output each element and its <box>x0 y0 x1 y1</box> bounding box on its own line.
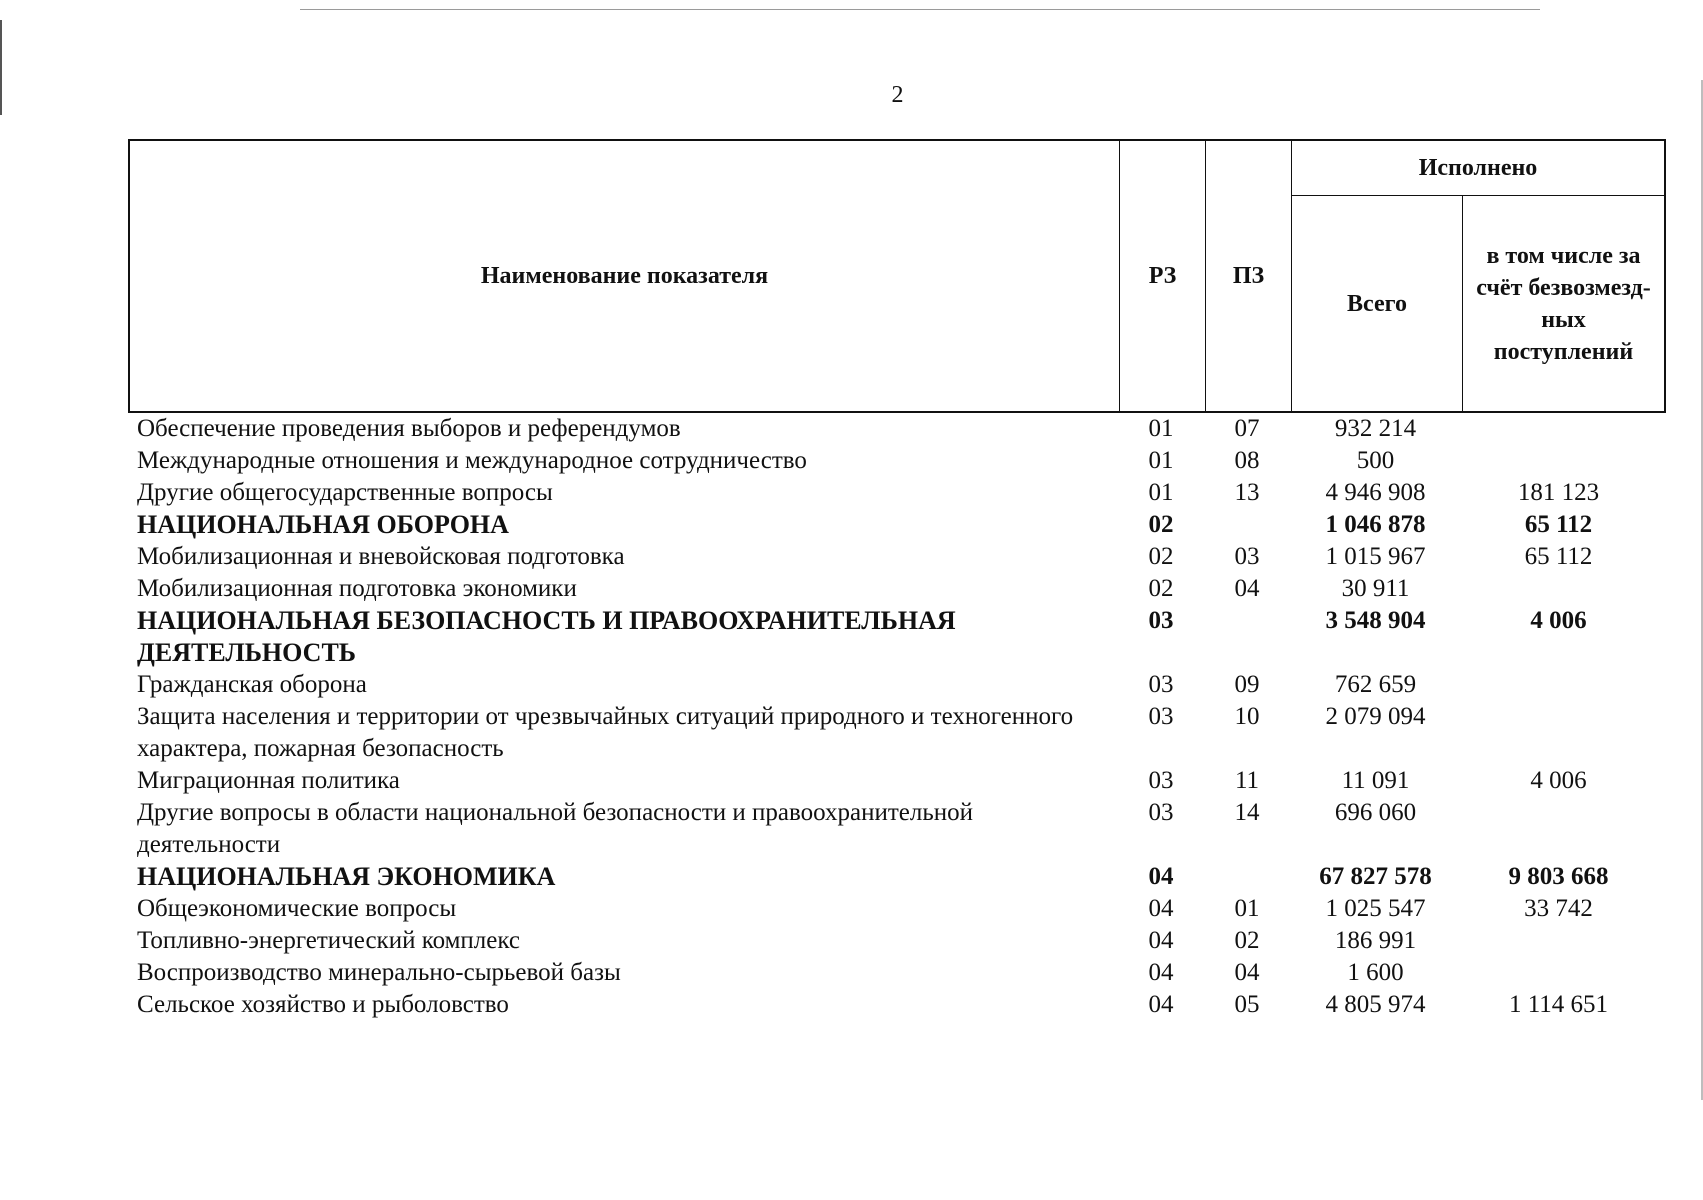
page-number: 2 <box>891 82 904 108</box>
table-row <box>128 765 1666 797</box>
row-pz: 03 <box>1234 543 1260 570</box>
table-row <box>128 541 1666 573</box>
row-rz: 03 <box>1148 767 1174 794</box>
row-pz: 07 <box>1234 415 1260 442</box>
row-pz: 10 <box>1234 703 1260 730</box>
row-pz: 11 <box>1234 767 1260 794</box>
row-total: 762 659 <box>1334 671 1417 698</box>
row-pz: 04 <box>1234 575 1260 602</box>
row-total: 1 015 967 <box>1325 543 1426 570</box>
row-total: 932 214 <box>1334 415 1417 442</box>
section-row <box>128 861 1666 893</box>
row-name: Обеспечение проведения выборов и референдумов <box>137 415 681 442</box>
row-total: 2 079 094 <box>1325 703 1426 730</box>
row-name: НАЦИОНАЛЬНАЯ ЭКОНОМИКА <box>137 862 556 891</box>
row-rz: 02 <box>1148 543 1174 570</box>
row-pz: 04 <box>1234 959 1260 986</box>
row-total: 30 911 <box>1341 575 1410 602</box>
row-name: Топливно-энергетический комплекс <box>137 927 520 954</box>
row-total: 11 091 <box>1341 767 1410 794</box>
row-name: Гражданская оборона <box>137 671 367 698</box>
table-row <box>128 477 1666 509</box>
table-row <box>128 701 1666 765</box>
row-total: 67 827 578 <box>1319 863 1432 890</box>
row-free <box>1461 701 1656 765</box>
row-name: НАЦИОНАЛЬНАЯ ОБОРОНА <box>137 510 509 539</box>
row-free <box>1461 413 1656 445</box>
row-rz: 04 <box>1148 927 1174 954</box>
row-name: Общеэкономические вопросы <box>137 895 457 922</box>
row-free <box>1461 797 1656 861</box>
row-pz <box>1204 605 1290 669</box>
row-total: 3 548 904 <box>1325 607 1426 634</box>
row-free <box>1461 925 1656 957</box>
row-name: Миграционная политика <box>137 767 400 794</box>
row-rz: 04 <box>1148 959 1174 986</box>
section-row <box>128 605 1666 669</box>
row-total: 1 025 547 <box>1325 895 1426 922</box>
scan-artifact-top-line <box>300 9 1540 10</box>
row-name: НАЦИОНАЛЬНАЯ БЕЗОПАСНОСТЬ И ПРАВООХРАНИТЕЛЬНАЯ ДЕЯТЕЛЬНОСТЬ <box>137 606 956 667</box>
row-rz: 02 <box>1148 575 1174 602</box>
row-total: 696 060 <box>1334 799 1417 826</box>
row-rz: 03 <box>1148 607 1174 634</box>
row-rz: 01 <box>1148 479 1174 506</box>
row-pz: 02 <box>1234 927 1260 954</box>
header-total: Всего <box>1292 196 1463 411</box>
row-rz: 03 <box>1148 703 1174 730</box>
header-rz: РЗ <box>1120 141 1206 411</box>
row-pz: 13 <box>1234 479 1260 506</box>
row-free: 4 006 <box>1530 767 1587 794</box>
budget-table <box>128 139 1666 1021</box>
row-pz: 09 <box>1234 671 1260 698</box>
row-rz: 02 <box>1148 511 1174 538</box>
table-row <box>128 413 1666 445</box>
row-free: 9 803 668 <box>1508 863 1609 890</box>
header-pz: ПЗ <box>1206 141 1292 411</box>
table-row <box>128 989 1666 1021</box>
row-name: Другие общегосударственные вопросы <box>137 479 553 506</box>
row-rz: 01 <box>1148 447 1174 474</box>
row-rz: 04 <box>1148 991 1174 1018</box>
row-free: 4 006 <box>1530 607 1587 634</box>
row-name: Мобилизационная подготовка экономики <box>137 575 577 602</box>
row-pz: 05 <box>1234 991 1260 1018</box>
row-free <box>1461 573 1656 605</box>
table-row <box>128 925 1666 957</box>
table-header <box>128 139 1666 413</box>
row-total: 4 805 974 <box>1325 991 1426 1018</box>
row-name: Другие вопросы в области национальной безопасности и правоохранительной деятельности <box>137 799 974 858</box>
section-row <box>128 509 1666 541</box>
header-free: в том числе за счёт безвозмезд-ных поступлений <box>1476 242 1651 365</box>
row-rz: 03 <box>1148 799 1174 826</box>
row-name: Мобилизационная и вневойсковая подготовка <box>137 543 625 570</box>
row-pz <box>1204 509 1290 541</box>
row-total: 1 046 878 <box>1325 511 1426 538</box>
row-name: Воспроизводство минерально-сырьевой базы <box>137 959 621 986</box>
row-total: 4 946 908 <box>1325 479 1426 506</box>
row-pz: 01 <box>1234 895 1260 922</box>
table-row <box>128 797 1666 861</box>
row-pz: 14 <box>1234 799 1260 826</box>
table-body <box>128 413 1666 1021</box>
row-free <box>1461 957 1656 989</box>
row-name: Сельское хозяйство и рыболовство <box>137 991 509 1018</box>
table-row <box>128 445 1666 477</box>
row-free: 1 114 651 <box>1508 991 1609 1018</box>
row-name: Защита населения и территории от чрезвычайных ситуаций природного и техногенного характера, пожарная безопасность <box>137 703 1074 762</box>
row-free: 181 123 <box>1517 479 1600 506</box>
row-free <box>1461 669 1656 701</box>
row-rz: 03 <box>1148 671 1174 698</box>
row-rz: 04 <box>1148 863 1174 890</box>
row-rz: 04 <box>1148 895 1174 922</box>
row-name: Международные отношения и международное сотрудничество <box>137 447 807 474</box>
table-row <box>128 669 1666 701</box>
header-name: Наименование показателя <box>130 141 1120 411</box>
row-total: 500 <box>1356 447 1395 474</box>
row-free: 65 112 <box>1524 543 1593 570</box>
row-pz <box>1204 861 1290 893</box>
row-pz: 08 <box>1234 447 1260 474</box>
table-row <box>128 957 1666 989</box>
row-free: 33 742 <box>1524 895 1593 922</box>
header-executed: Исполнено <box>1292 141 1664 196</box>
row-total: 186 991 <box>1334 927 1417 954</box>
table-row <box>128 893 1666 925</box>
row-rz: 01 <box>1148 415 1174 442</box>
row-free: 65 112 <box>1524 511 1593 538</box>
row-total: 1 600 <box>1347 959 1404 986</box>
row-free <box>1461 445 1656 477</box>
table-row <box>128 573 1666 605</box>
